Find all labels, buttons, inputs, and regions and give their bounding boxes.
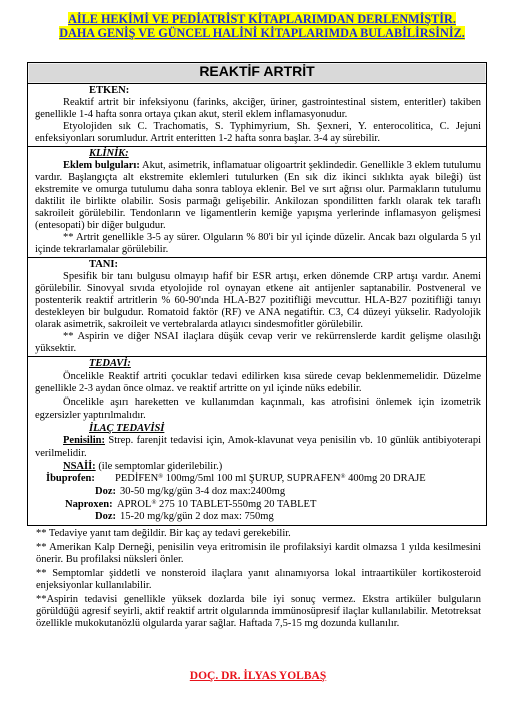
section-heading-tedavi: TEDAVİ: [89,358,131,369]
page-footer [0,669,510,683]
tedavi-paragraph-2: Öncelikle aşırı hareketten ve kullanımdan kaçınmalı, kas atrofisini önlemek için izometrik egzersizler yaptırılmalıdır. [35,397,481,421]
klinik-paragraph [35,160,481,232]
document-body [27,62,487,632]
penisilin-label: Penisilin: [63,435,106,447]
section-heading-etken: ETKEN: [89,85,130,96]
header-line-1 [14,12,510,26]
document-title: REAKTİF ARTRİT [28,63,486,84]
ibuprofen-brand-2: SUPRAFEN [286,473,341,485]
notes-block [36,528,481,630]
section-etken [28,84,486,146]
section-heading-klinik: KLİNİK: [89,148,129,159]
tani-note: ** Aspirin ve diğer NSAI ilaçlara düşük cevap verir ve rekürrenslerde kardit gelişme olasılığı yüksektir. [35,331,481,354]
header-text-1: AİLE HEKİMİ VE PEDİATRİST KİTAPLARIMDAN DERLENMİŞTİR. [68,12,456,26]
eklem-text: Akut, asimetrik, inflamatuar oligoartrit şeklindedir. Genellikle 3 eklem tutulumu vardır. Başlangıçta alt ekstremite eklemleri tutulurken (En sık diz ikinci sıklıkta ayak bileği) üst ekstremite ve omurga tutulumu daha sonra tabloya eklenir. Bel ve sırt ağrısı olur. Parmakların tutulumu daktilit ile birlikte olabilir. Sosis parmağı gelişebilir. Ankilozan spondilitten farklı olarak tek taraflı sakroileit görülebilir. Tendonların ve ligamentlerin kemiğe yapışma yerlerinde inflamasyon gelişmesi (entesopati) bir diğer bulgudur. [35,160,481,231]
ibuprofen-detail-1: 100mg/5ml 100 ml ŞURUP, [165,473,285,485]
naproxen-label: Naproxen: [65,498,113,510]
ibuprofen-line [35,473,481,486]
tedavi-paragraph-1: Öncelikle Reaktif artriti çocuklar tedavi edilirken kısa sürede cevap beklenmemelidir. Düzelme genellikle 2-3 aydan önce olmaz. ve reaktif artritte on yıl içinde nüks edebilir. [35,370,481,395]
note-4: **Aspirin tedavisi genellikle yüksek dozlarda bile iyi sonuç vermez. Ekstra artiküler bulguların görüldüğü agresif seyirli, aktif reaktif artrit olgularında immünosüpresif ilaçlar kullanılabilir. Metotreksat özellikle mukokutanözlü olgularda yarar sağlar. Haftada 7,5-15 mg dozunda kullanılır. [36,594,481,630]
registered-mark: ® [340,473,346,481]
note-3: ** Semptomlar şiddetli ve nonsteroid ilaçlara yanıt alınamıyorsa lokal intraartiküler kortikosteroid enjeksiyonlar kullanılabilir. [36,568,481,592]
naproxen-line [35,499,481,512]
klinik-note: ** Artrit genellikle 3-5 ay sürer. Olguların % 80'i bir yıl içinde düzelir. Ancak bazı olgularda 5 yıl içinde tekrarlamalar görülebilir. [35,232,481,255]
section-tedavi [28,356,486,525]
penisilin-text: Strep. farenjit tedavisi için, Amok-klavunat veya penisilin vb. 10 günlük antibiyoterapi verilmelidir. [35,435,481,459]
header-line-2 [14,26,510,40]
ibuprofen-dose-line [35,486,481,499]
etken-paragraph-1: Reaktif artrit bir infeksiyonu (farinks, akciğer, üriner, gastrointestinal sistem, enteritler) takiben genellikle 1-4 hafta sonra ortaya çıkan akut, steril eklem inflamasyonudur. [35,97,481,120]
registered-mark: ® [151,498,157,506]
eklem-label: Eklem bulguları: [63,160,140,171]
nsaii-label: NSAİİ: [63,460,96,472]
ilac-tedavisi-heading: İLAÇ TEDAVİSİ [89,422,165,434]
ibuprofen-brand-1: PEDİFEN [115,473,159,485]
header-text-2: DAHA GENİŞ VE GÜNCEL HALİNİ KİTAPLARIMDA BULABİLİRSİNİZ. [59,26,465,40]
ibuprofen-dose: 30-50 mg/kg/gün 3-4 doz max:2400mg [120,486,286,498]
nsaii-text: (ile semptomlar giderilebilir.) [98,460,223,472]
note-2: ** Amerikan Kalp Derneği, penisilin veya eritromisin ile profilaksiyi kardit olmazsa 1 yılda kesilmesini önerir. Bu profilaksi nüksleri önler. [36,542,481,566]
naproxen-brand: APROL [117,498,152,510]
section-heading-tani: TANI: [89,259,118,270]
note-1: ** Tedaviye yanıt tam değildir. Bir kaç ay tedavi gerekebilir. [36,528,291,540]
author-signature: DOÇ. DR. İLYAS YOLBAŞ [189,670,327,682]
page-header [0,12,510,40]
naproxen-dose-line [35,511,481,524]
nsaii-paragraph [35,461,481,474]
etken-paragraph-2: Etyolojiden sık C. Trachomatis, S. Typhimyrium, Sh. Şexneri, Y. enterocolitica, C. Jejuni enfeksiyonları sorumludur. Artrit enteritten 1-2 hafta sonra başlar. 3-4 ay sürebilir. [35,121,481,144]
ibuprofen-detail-2: 400mg 20 DRAJE [348,473,426,485]
ibuprofen-label: İbuprofen: [46,473,95,485]
penisilin-paragraph [35,435,481,460]
dose-label: Doz: [95,486,116,498]
content-box [27,62,487,526]
registered-mark: ® [158,473,164,481]
section-klinik [28,146,486,257]
section-tani [28,257,486,356]
dose-label: Doz: [95,511,116,523]
naproxen-dose: 15-20 mg/kg/gün 2 doz max: 750mg [120,511,274,523]
naproxen-detail: 275 10 TABLET-550mg 20 TABLET [159,498,317,510]
tani-paragraph: Spesifik bir tanı bulgusu olmayıp hafif bir ESR artışı, erken dönemde CRP artışı vardır. Anemi görülebilir. Sinovyal sıvıda etyolojide rol oynayan etkene ait antijenler saptanabilir. Postveneral ve postenterik reaktif artritlerin % 60-90'ında HLA-B27 pozitifliği mevcuttur. HLA-B27 pozitifliği tanıyı destekleyen bir bulgudur. Romatoid faktör (RF) ve ANA negatiftir. C3, C4 düzeyi yükselir. Radyolojik olarak asimetrik, sakroileit ve vertebralarda atlayıcı sindesmofitler görülebilir. [35,271,481,330]
